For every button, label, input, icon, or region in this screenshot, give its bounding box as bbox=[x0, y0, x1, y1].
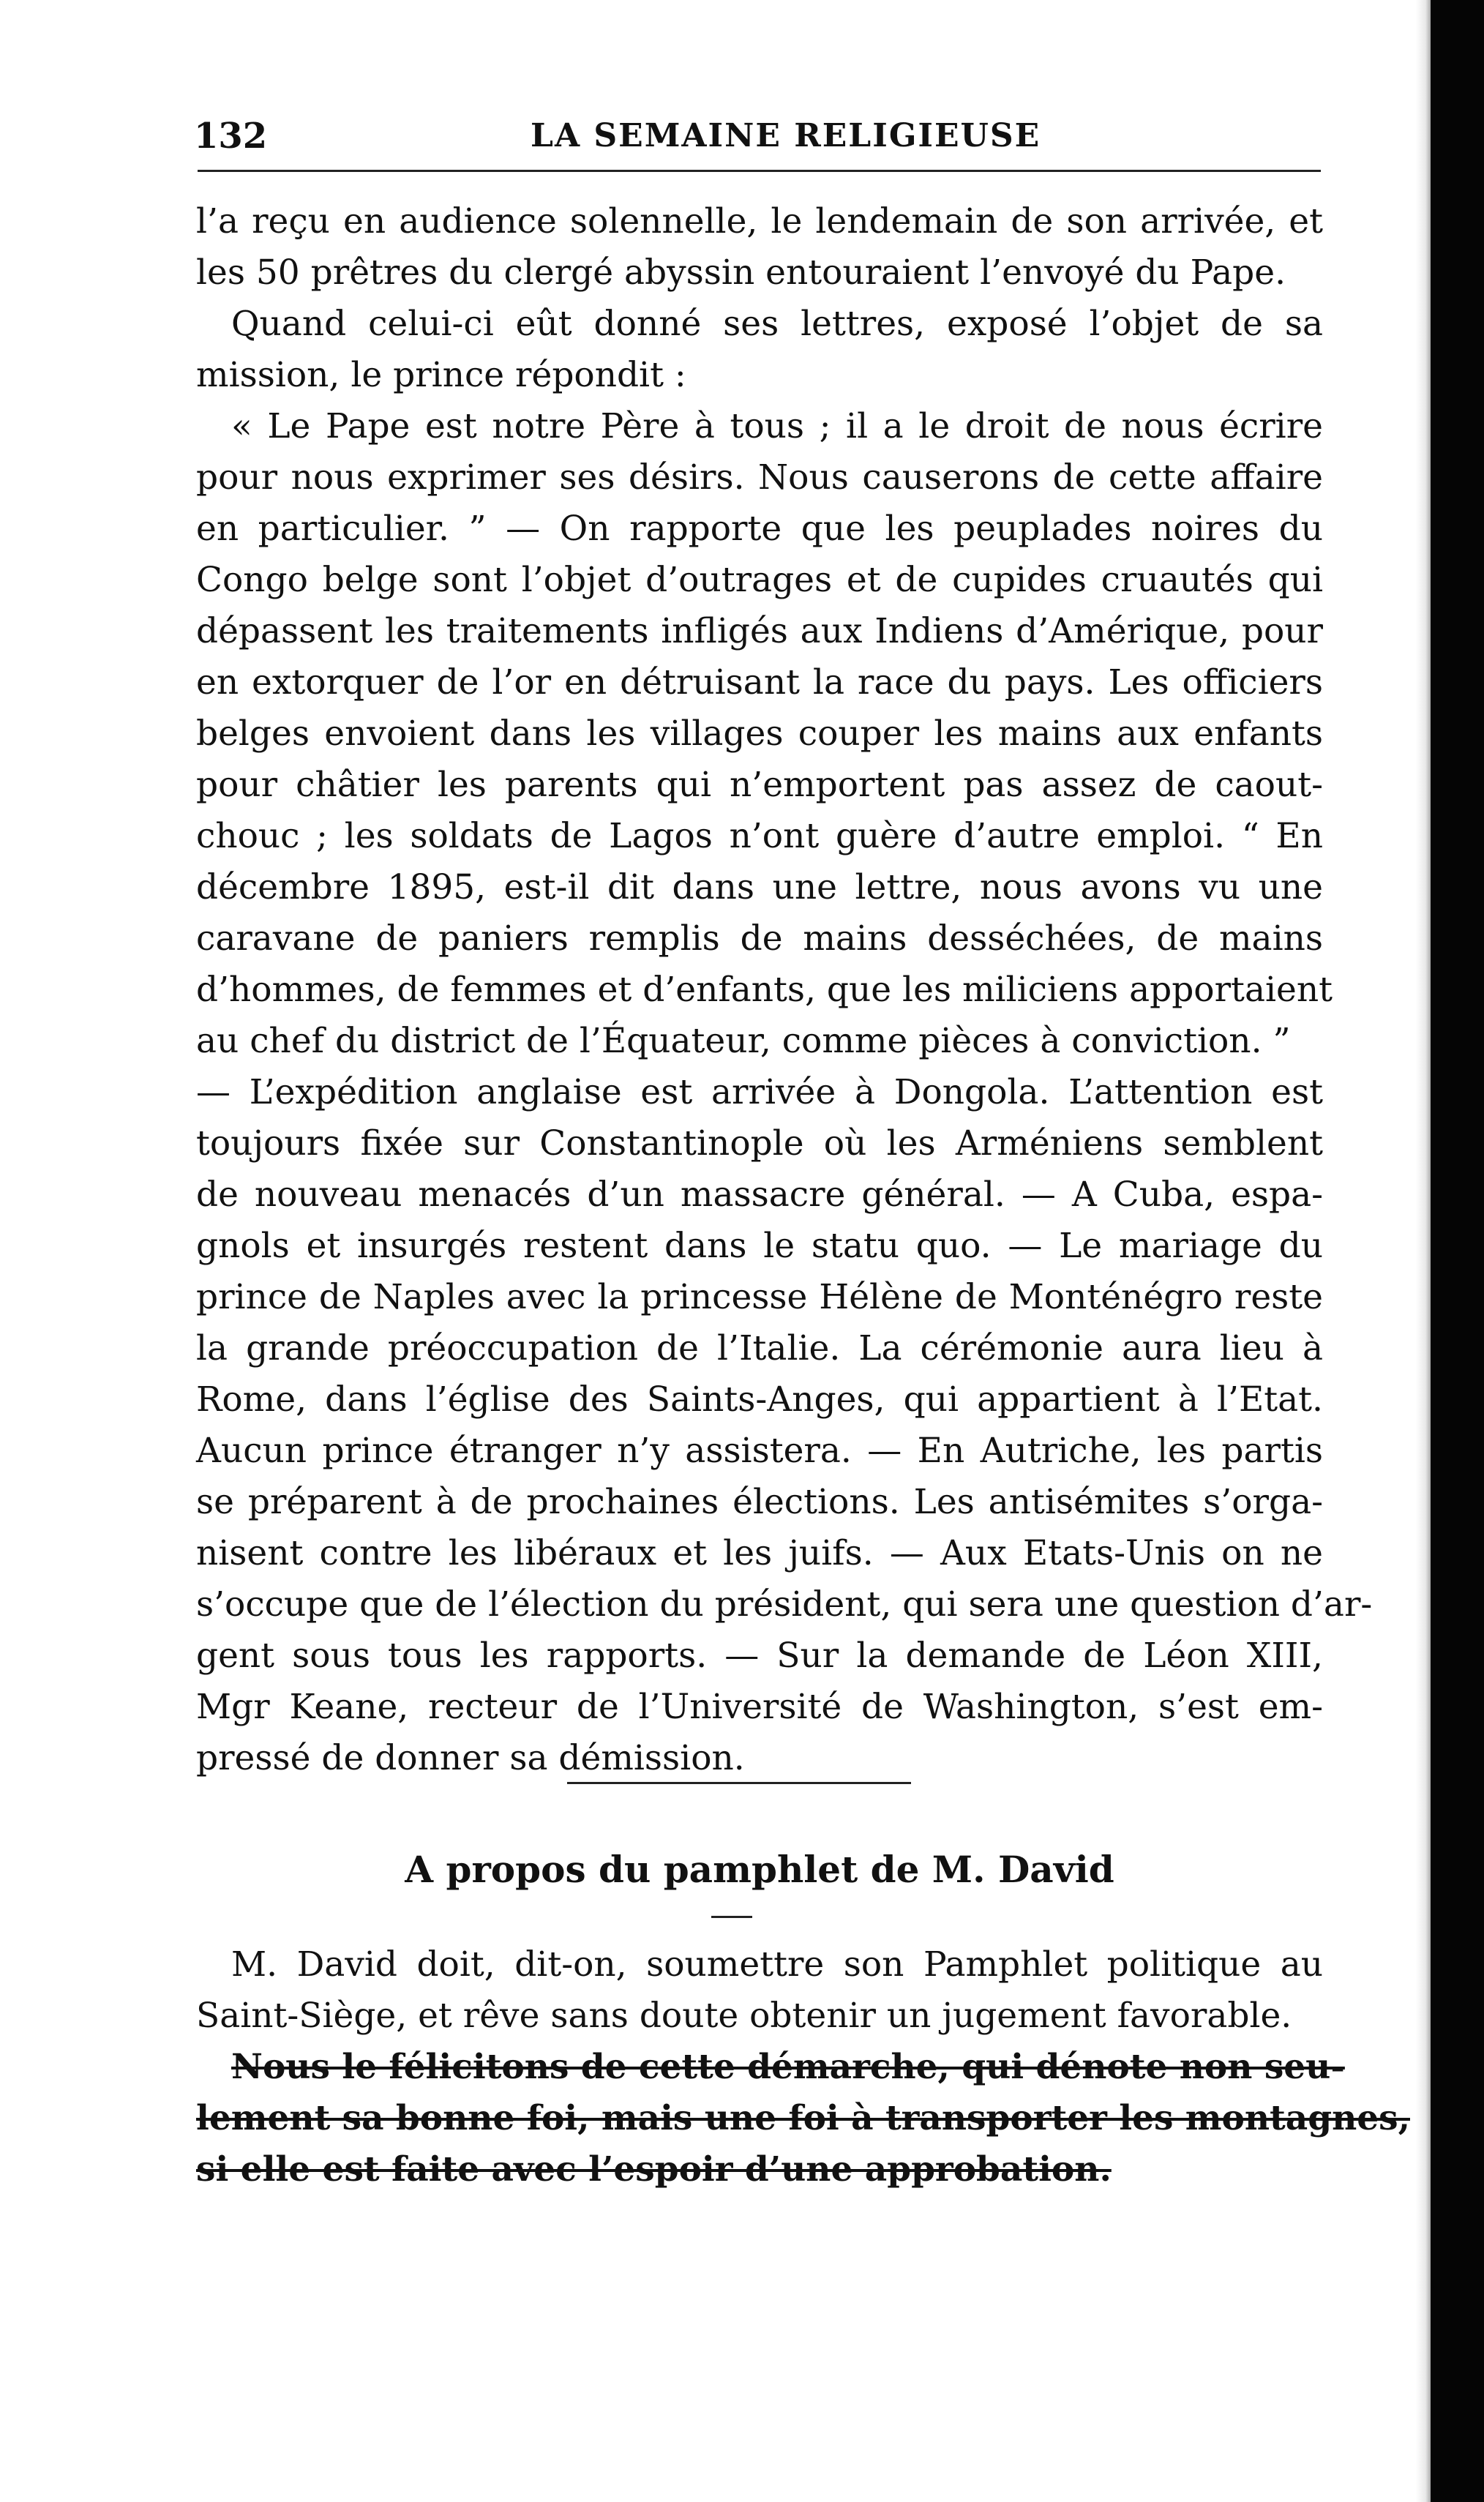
text-line: Saint-Siège, et rêve sans doute obtenir un jugement favorable. bbox=[196, 1996, 1292, 2036]
text-line: Quand celui-ci eût donné ses lettres, exposé l’objet de sa bbox=[231, 304, 1323, 344]
news-column bbox=[196, 196, 1373, 1784]
text-line: — L’expédition anglaise est arrivée à Dongola. L’attention est bbox=[196, 1072, 1323, 1112]
text-line: Nous le félicitons de cette démarche, qui dénote non seu- bbox=[231, 2047, 1345, 2087]
text-line: « Le Pape est notre Père à tous ; il a le droit de nous écrire bbox=[231, 406, 1323, 446]
text-line: Congo belge sont l’objet d’outrages et de cupides cruautés qui bbox=[196, 560, 1323, 600]
text-line: belges envoient dans les villages couper les mains aux enfants bbox=[196, 713, 1323, 754]
text-line: M. David doit, dit-on, soumettre son Pamphlet politique au bbox=[231, 1944, 1323, 1985]
header-rule bbox=[198, 170, 1321, 172]
text-line: en extorquer de l’or en détruisant la race du pays. Les officiers bbox=[196, 662, 1323, 703]
page-number: 132 bbox=[194, 116, 268, 157]
text-line: gnols et insurgés restent dans le statu quo. — Le mariage du bbox=[196, 1226, 1323, 1266]
text-line: d’hommes, de femmes et d’enfants, que les miliciens apportaient bbox=[196, 970, 1333, 1010]
text-line: si elle est faite avec l’espoir d’une approbation. bbox=[196, 2149, 1112, 2190]
running-title: LA SEMAINE RELIGIEUSE bbox=[531, 117, 1041, 154]
text-line: chouc ; les soldats de Lagos n’ont guère d’autre emploi. “ En bbox=[196, 816, 1323, 856]
running-header bbox=[194, 116, 1335, 162]
text-line: gent sous tous les rapports. — Sur la demande de Léon XIII, bbox=[196, 1636, 1323, 1676]
text-line: pour châtier les parents qui n’emportent pas assez de caout- bbox=[196, 765, 1323, 805]
text-line: pour nous exprimer ses désirs. Nous causerons de cette affaire bbox=[196, 457, 1323, 498]
section-body bbox=[196, 1939, 1410, 2195]
text-line: nisent contre les libéraux et les juifs. — Aux Etats-Unis on ne bbox=[196, 1533, 1323, 1573]
text-line: les 50 prêtres du clergé abyssin entouraient l’envoyé du Pape. bbox=[196, 252, 1286, 293]
binding-shadow bbox=[1416, 0, 1432, 2502]
text-line: caravane de paniers remplis de mains desséchées, de mains bbox=[196, 918, 1323, 959]
text-line: lement sa bonne foi, mais une foi à transporter les montagnes, bbox=[196, 2098, 1410, 2138]
section-divider bbox=[567, 1782, 911, 1784]
text-line: en particulier. ” — On rapporte que les peuplades noires du bbox=[196, 509, 1323, 549]
title-rule bbox=[711, 1916, 752, 1918]
text-line: décembre 1895, est-il dit dans une lettre, nous avons vu une bbox=[196, 867, 1323, 907]
text-line: s’occupe que de l’élection du président, qui sera une question d’ar- bbox=[196, 1584, 1373, 1625]
text-line: toujours fixée sur Constantinople où les Arméniens semblent bbox=[196, 1123, 1323, 1164]
text-line: la grande préoccupation de l’Italie. La cérémonie aura lieu à bbox=[196, 1328, 1323, 1368]
text-line: Aucun prince étranger n’y assistera. — En Autriche, les partis bbox=[196, 1431, 1323, 1471]
text-line: l’a reçu en audience solennelle, le lendemain de son arrivée, et bbox=[196, 201, 1323, 241]
text-line: se préparent à de prochaines élections. Les antisémites s’orga- bbox=[196, 1482, 1323, 1522]
text-line: mission, le prince répondit : bbox=[196, 355, 686, 395]
text-line: de nouveau menacés d’un massacre général. — A Cuba, espa- bbox=[196, 1175, 1323, 1215]
binding-edge bbox=[1431, 0, 1484, 2502]
text-line: pressé de donner sa démission. bbox=[196, 1738, 745, 1778]
section-title: A propos du pamphlet de M. David bbox=[405, 1848, 1114, 1891]
text-line: Rome, dans l’église des Saints-Anges, qui appartient à l’Etat. bbox=[196, 1379, 1323, 1420]
text-line: Mgr Keane, recteur de l’Université de Washington, s’est em- bbox=[196, 1687, 1323, 1727]
text-line: prince de Naples avec la princesse Hélène de Monténégro reste bbox=[196, 1277, 1323, 1317]
text-line: dépassent les traitements infligés aux Indiens d’Amérique, pour bbox=[196, 611, 1323, 651]
text-line: au chef du district de l’Équateur, comme pièces à conviction. ” bbox=[196, 1021, 1291, 1061]
